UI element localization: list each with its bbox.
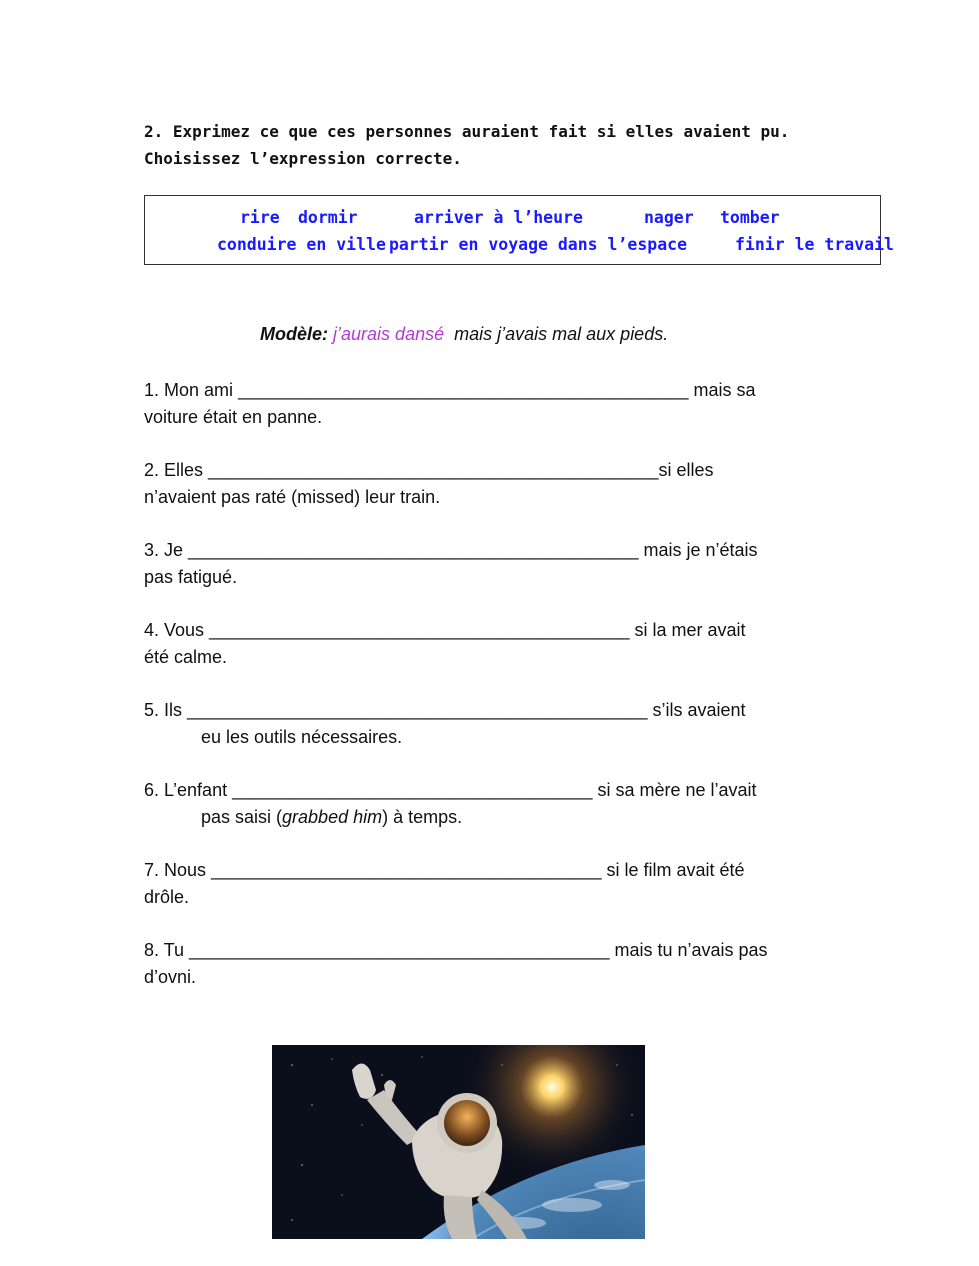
question-line: 4. Vous __________________________________________ si la mer avait: [144, 620, 746, 640]
word-bank-item: rire: [240, 208, 280, 227]
question-8: [144, 937, 768, 991]
question-gloss: grabbed him: [282, 807, 383, 827]
word-bank-item: partir en voyage dans l’espace: [389, 235, 688, 254]
word-bank-item: nager: [644, 208, 694, 227]
question-1: [144, 377, 756, 431]
word-bank-item: arriver à l’heure: [414, 208, 583, 227]
question-line: n’avaient pas raté (missed) leur train.: [144, 487, 441, 507]
question-line: 6. L’enfant ____________________________________ si sa mère ne l’avait: [144, 780, 757, 800]
model-label: Modèle:: [260, 324, 329, 344]
question-line: 1. Mon ami _____________________________________________ mais sa: [144, 380, 756, 400]
model-rest: mais j’avais mal aux pieds.: [454, 324, 669, 344]
question-7: [144, 857, 745, 911]
instructions: [144, 118, 789, 172]
question-5: [144, 697, 746, 751]
question-line: drôle.: [144, 887, 190, 907]
word-bank-item: finir le travail: [735, 235, 894, 254]
question-line: [144, 804, 757, 831]
astronaut-image: [272, 1045, 645, 1239]
question-line: pas fatigué.: [144, 567, 238, 587]
question-line: été calme.: [144, 647, 228, 667]
question-line: 8. Tu __________________________________________ mais tu n’avais pas: [144, 940, 768, 960]
question-line: voiture était en panne.: [144, 407, 323, 427]
question-6: [144, 777, 757, 831]
model-example: [260, 324, 668, 345]
question-line: 3. Je _____________________________________________ mais je n’étais: [144, 540, 758, 560]
question-text: pas saisi (: [201, 807, 283, 827]
word-bank-item: dormir: [298, 208, 358, 227]
question-line: 2. Elles _____________________________________________si elles: [144, 460, 714, 480]
instruction-line-2: Choisissez l’expression correcte.: [144, 149, 462, 168]
question-text: ) à temps.: [382, 807, 463, 827]
question-2: [144, 457, 714, 511]
question-line: 5. Ils ______________________________________________ s’ils avaient: [144, 700, 746, 720]
word-bank: [144, 195, 894, 265]
question-4: [144, 617, 746, 671]
question-line: d’ovni.: [144, 967, 197, 987]
question-line: 7. Nous _______________________________________ si le film avait été: [144, 860, 745, 880]
question-3: [144, 537, 758, 591]
word-bank-item: conduire en ville: [217, 235, 386, 254]
model-answer: j’aurais dansé: [333, 324, 445, 344]
instruction-line-1: 2. Exprimez ce que ces personnes auraient fait si elles avaient pu.: [144, 122, 790, 141]
question-line: eu les outils nécessaires.: [201, 727, 403, 747]
word-bank-item: tomber: [720, 208, 780, 227]
